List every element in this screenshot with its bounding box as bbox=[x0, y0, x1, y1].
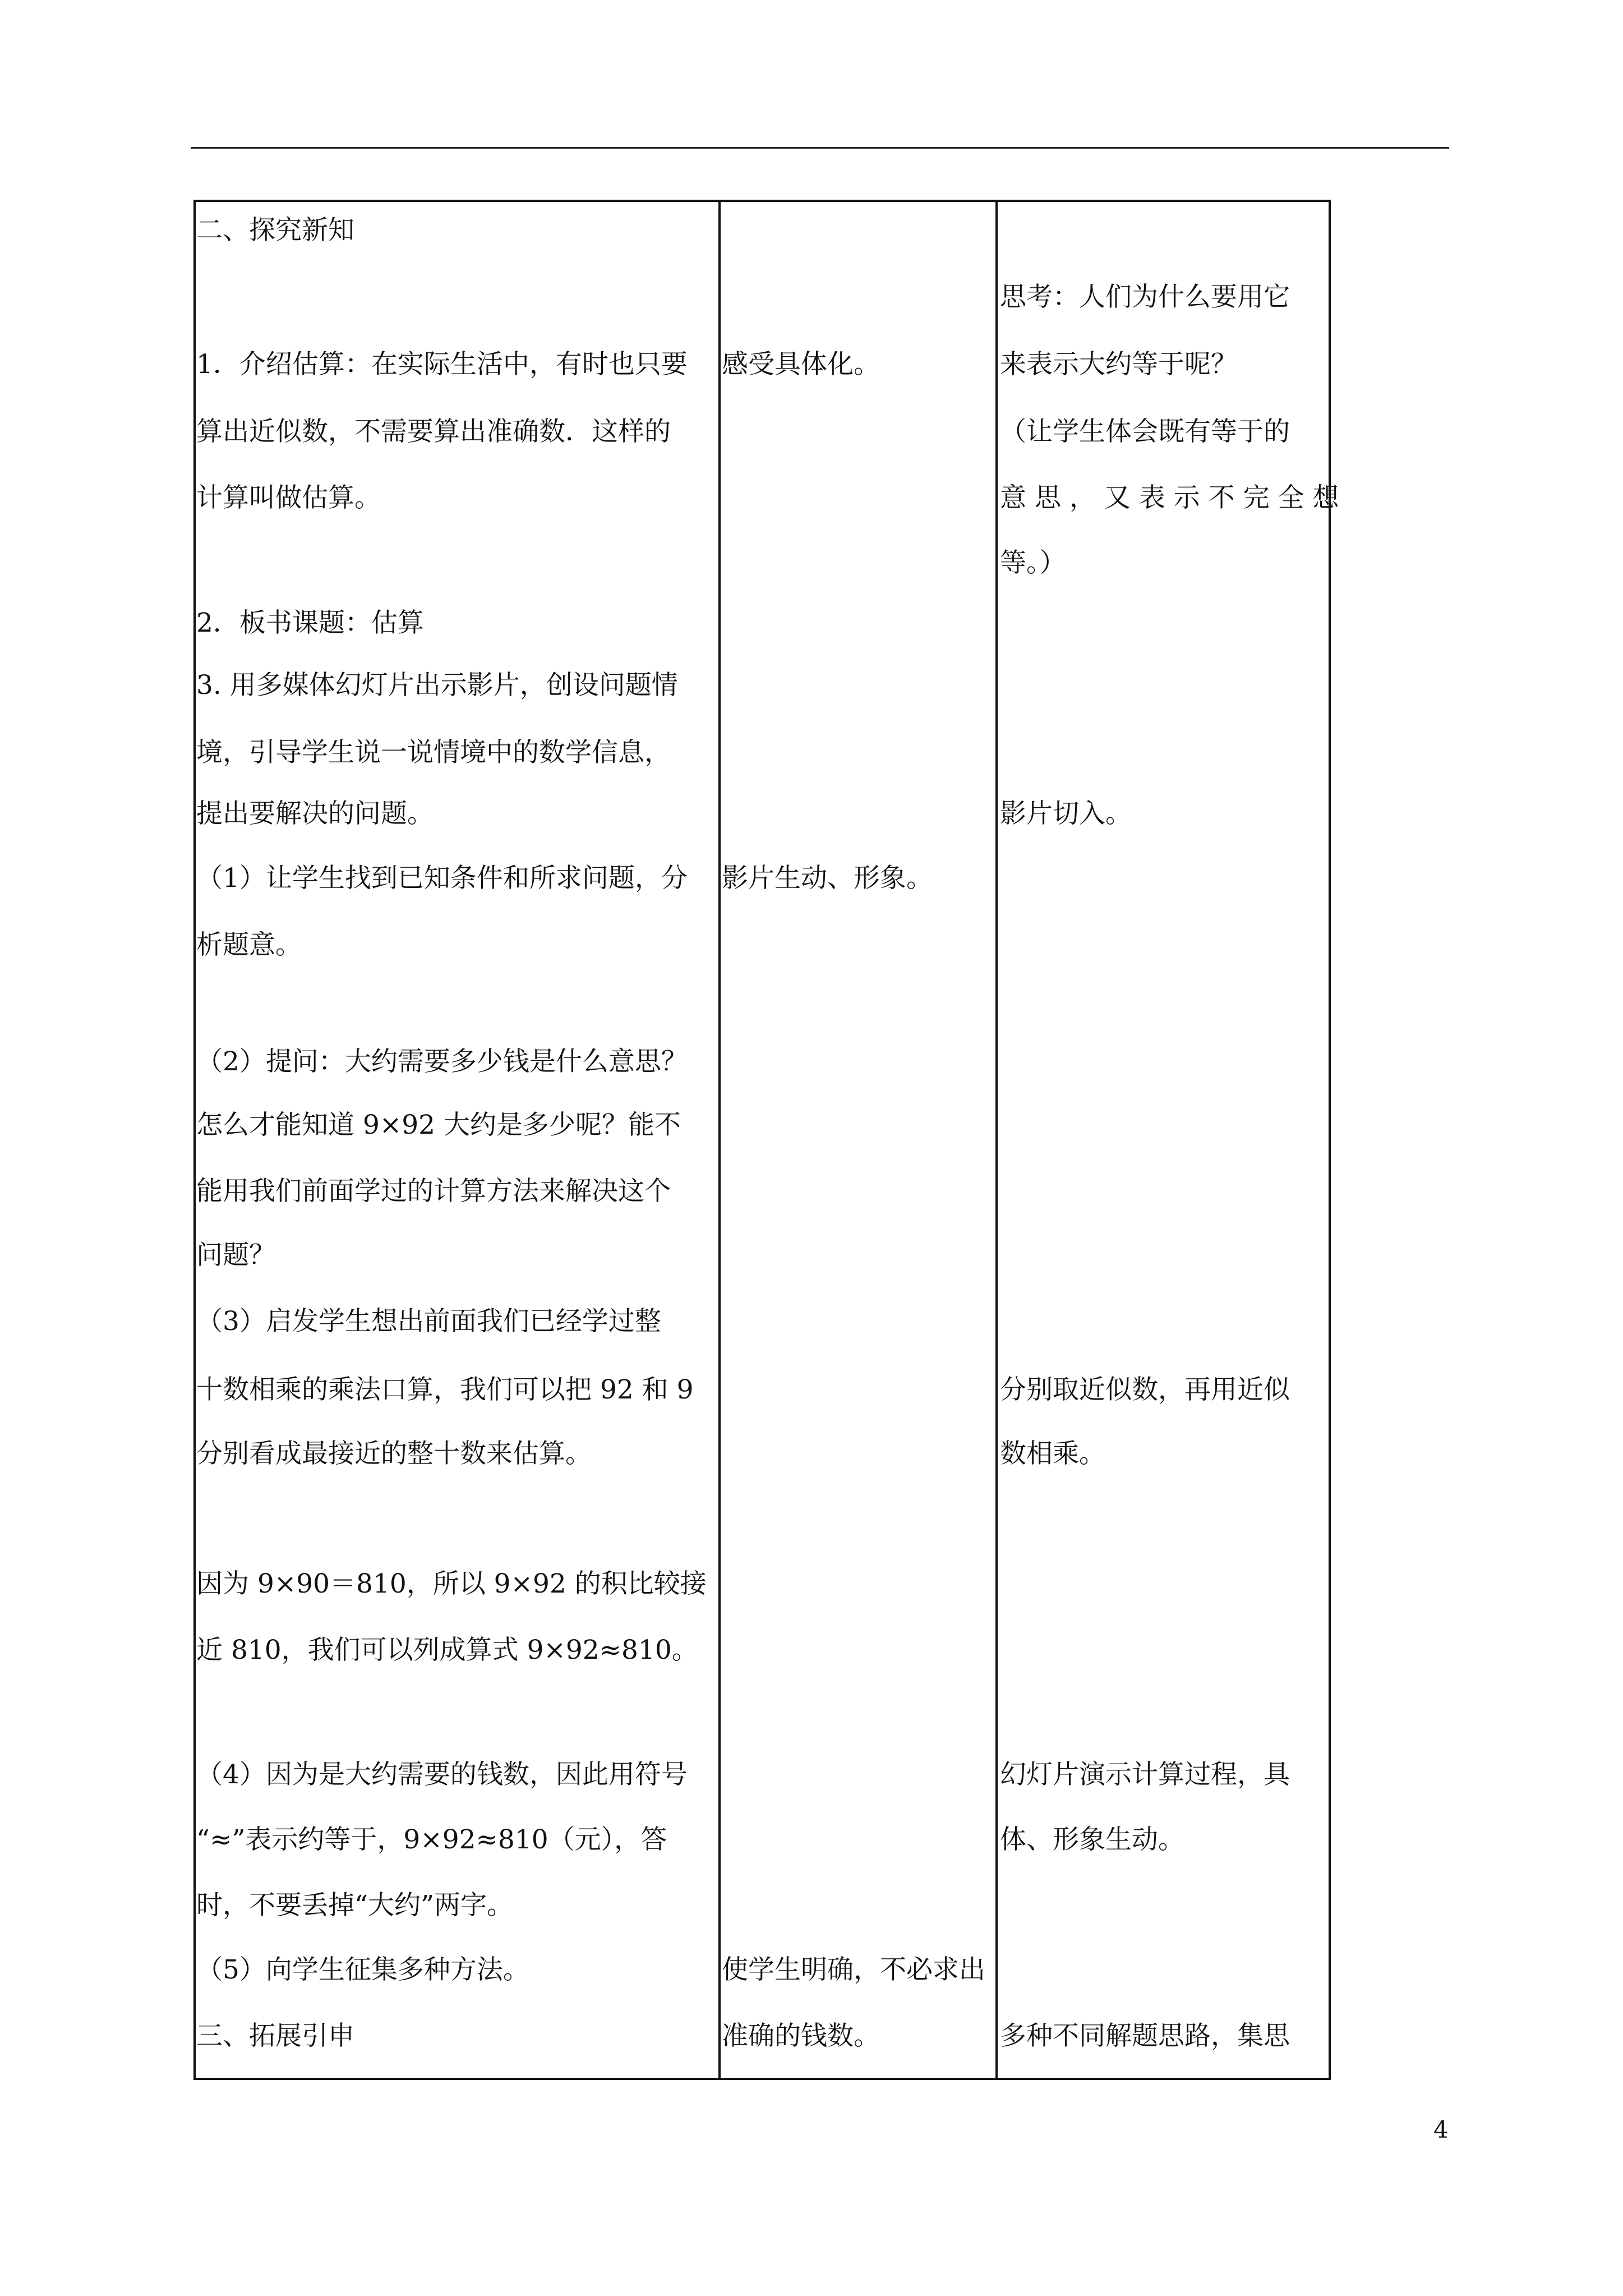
column-divider-1 bbox=[718, 200, 721, 2080]
col1-line: 三、拓展引申 bbox=[196, 2021, 354, 2051]
col1-line: 计算叫做估算。 bbox=[196, 482, 381, 513]
col1-line: 二、探究新知 bbox=[196, 215, 354, 246]
col1-line: 怎么才能知道 9×92 大约是多少呢？能不 bbox=[196, 1110, 681, 1140]
col3-line: 等。） bbox=[1000, 547, 1066, 578]
column-divider-2 bbox=[995, 200, 998, 2080]
col3-line: 分别取近似数，再用近似 bbox=[1000, 1374, 1290, 1405]
col3-line: 来表示大约等于呢？ bbox=[1000, 349, 1237, 380]
col1-line: （1）让学生找到已知条件和所求问题，分 bbox=[196, 863, 688, 894]
col1-line: 时，不要丢掉“大约”两字。 bbox=[196, 1890, 514, 1921]
col3-line: 思考：人们为什么要用它 bbox=[1000, 282, 1290, 312]
col1-line: 近 810，我们可以列成算式 9×92≈810。 bbox=[196, 1635, 698, 1665]
col1-line: 析题意。 bbox=[196, 930, 302, 960]
col3-line: 幻灯片演示计算过程，具 bbox=[1000, 1759, 1290, 1790]
col1-line: “≈”表示约等于，9×92≈810（元），答 bbox=[196, 1824, 667, 1855]
col1-line: （5）向学生征集多种方法。 bbox=[196, 1954, 529, 1985]
col1-line: 境，引导学生说一说情境中的数学信息， bbox=[196, 737, 671, 768]
header-rule bbox=[191, 147, 1449, 149]
col1-line: 因为 9×90＝810，所以 9×92 的积比较接 bbox=[196, 1568, 707, 1599]
col1-line: （4）因为是大约需要的钱数，因此用符号 bbox=[196, 1759, 688, 1790]
col1-line: 1．介绍估算：在实际生活中，有时也只要 bbox=[196, 349, 688, 380]
col1-line: 2．板书课题：估算 bbox=[196, 608, 424, 638]
col3-line: 影片切入。 bbox=[1000, 798, 1132, 829]
col3-line: （让学生体会既有等于的 bbox=[1000, 416, 1290, 447]
col1-line: （3）启发学生想出前面我们已经学过整 bbox=[196, 1306, 661, 1337]
col1-line: （2）提问：大约需要多少钱是什么意思？ bbox=[196, 1046, 688, 1077]
col3-line: 体、形象生动。 bbox=[1000, 1824, 1184, 1855]
col3-line: 意 思 ， 又 表 示 不 完 全 想 bbox=[1000, 482, 1339, 513]
col1-line: 提出要解决的问题。 bbox=[196, 798, 434, 829]
page-number: 4 bbox=[1433, 2116, 1449, 2143]
col3-line: 多种不同解题思路，集思 bbox=[1000, 2021, 1290, 2051]
col1-line: 十数相乘的乘法口算，我们可以把 92 和 9 bbox=[196, 1374, 694, 1405]
col2-line: 影片生动、形象。 bbox=[722, 863, 933, 894]
col1-line: 问题？ bbox=[196, 1240, 275, 1271]
col1-line: 3. 用多媒体幻灯片出示影片，创设问题情 bbox=[196, 670, 678, 701]
col1-line: 能用我们前面学过的计算方法来解决这个 bbox=[196, 1176, 671, 1207]
col1-line: 算出近似数，不需要算出准确数．这样的 bbox=[196, 416, 671, 447]
col2-line: 准确的钱数。 bbox=[722, 2021, 880, 2051]
col2-line: 使学生明确，不必求出 bbox=[722, 1954, 985, 1985]
col2-line: 感受具体化。 bbox=[722, 349, 880, 380]
col1-line: 分别看成最接近的整十数来估算。 bbox=[196, 1438, 592, 1469]
col3-line: 数相乘。 bbox=[1000, 1438, 1105, 1469]
